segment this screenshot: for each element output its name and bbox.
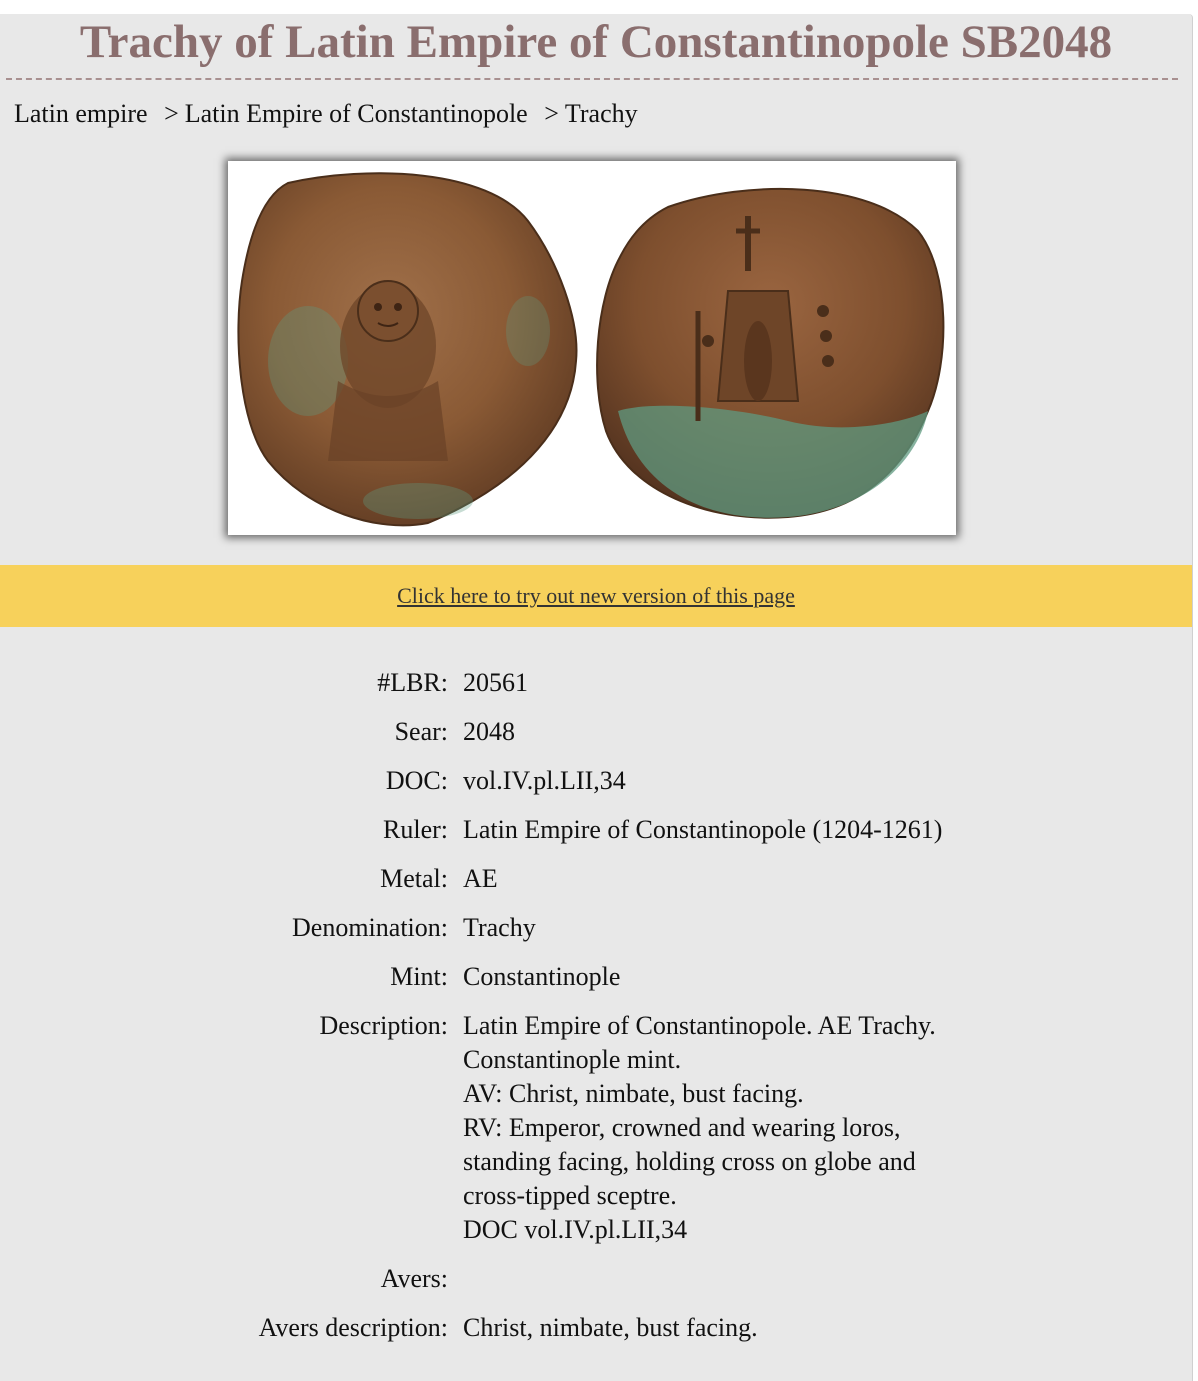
detail-value [463,1009,963,1247]
detail-label: #LBR: [377,668,448,697]
breadcrumb-item-trachy[interactable]: Trachy [564,99,638,128]
coin-image[interactable] [228,161,956,535]
detail-row-mint [0,960,1192,994]
detail-label: Avers: [380,1264,448,1293]
detail-label: Avers description: [258,1313,448,1342]
new-version-link[interactable]: Click here to try out new version of this page [397,583,795,608]
detail-value: Christ, nimbate, bust facing. [463,1313,758,1342]
description-line: DOC vol.IV.pl.LII,34 [463,1215,688,1244]
description-line: Latin Empire of Constantinopole. AE Trachy. Constantinople mint. [463,1011,936,1074]
detail-row-avers-description [0,1311,1192,1345]
detail-row-metal [0,862,1192,896]
detail-value: 2048 [463,717,515,746]
detail-value: vol.IV.pl.LII,34 [463,766,626,795]
detail-row-description [0,1009,1192,1247]
detail-label: Sear: [394,717,448,746]
detail-label: Mint: [390,962,448,991]
detail-row-lbr [0,666,1192,700]
detail-value: AE [463,864,498,893]
coin-obverse [238,173,576,525]
detail-value: Constantinople [463,962,621,991]
detail-row-denomination [0,911,1192,945]
breadcrumb [14,98,638,130]
description-line: RV: Emperor, crowned and wearing loros, standing facing, holding cross on globe and cross-tipped sceptre. [463,1113,916,1210]
page-title: Trachy of Latin Empire of Constantinopole SB2048 [79,16,1113,68]
detail-value [463,1262,963,1296]
coin-photo [228,161,956,535]
breadcrumb-item-latin-empire-constantinopole[interactable]: Latin Empire of Constantinopole [184,99,528,128]
detail-row-avers [0,1262,1192,1296]
page-container [0,14,1193,1381]
breadcrumb-separator: > [164,99,179,128]
detail-label: Denomination: [292,913,448,942]
detail-row-doc [0,764,1192,798]
coin-details [0,666,1192,1360]
detail-row-sear [0,715,1192,749]
breadcrumb-separator: > [544,99,559,128]
new-version-banner [0,565,1192,627]
breadcrumb-item-latin-empire[interactable]: Latin empire [14,99,148,128]
title-divider [6,78,1178,80]
detail-row-ruler [0,813,1192,847]
detail-label: DOC: [385,766,448,795]
detail-label: Ruler: [383,815,448,844]
description-line: AV: Christ, nimbate, bust facing. [463,1079,804,1108]
coin-reverse [597,189,943,518]
detail-value: Latin Empire of Constantinopole (1204-1261) [463,815,943,844]
detail-value: 20561 [463,668,528,697]
detail-label: Metal: [380,864,448,893]
detail-label: Description: [319,1011,448,1040]
detail-value: Trachy [463,913,536,942]
